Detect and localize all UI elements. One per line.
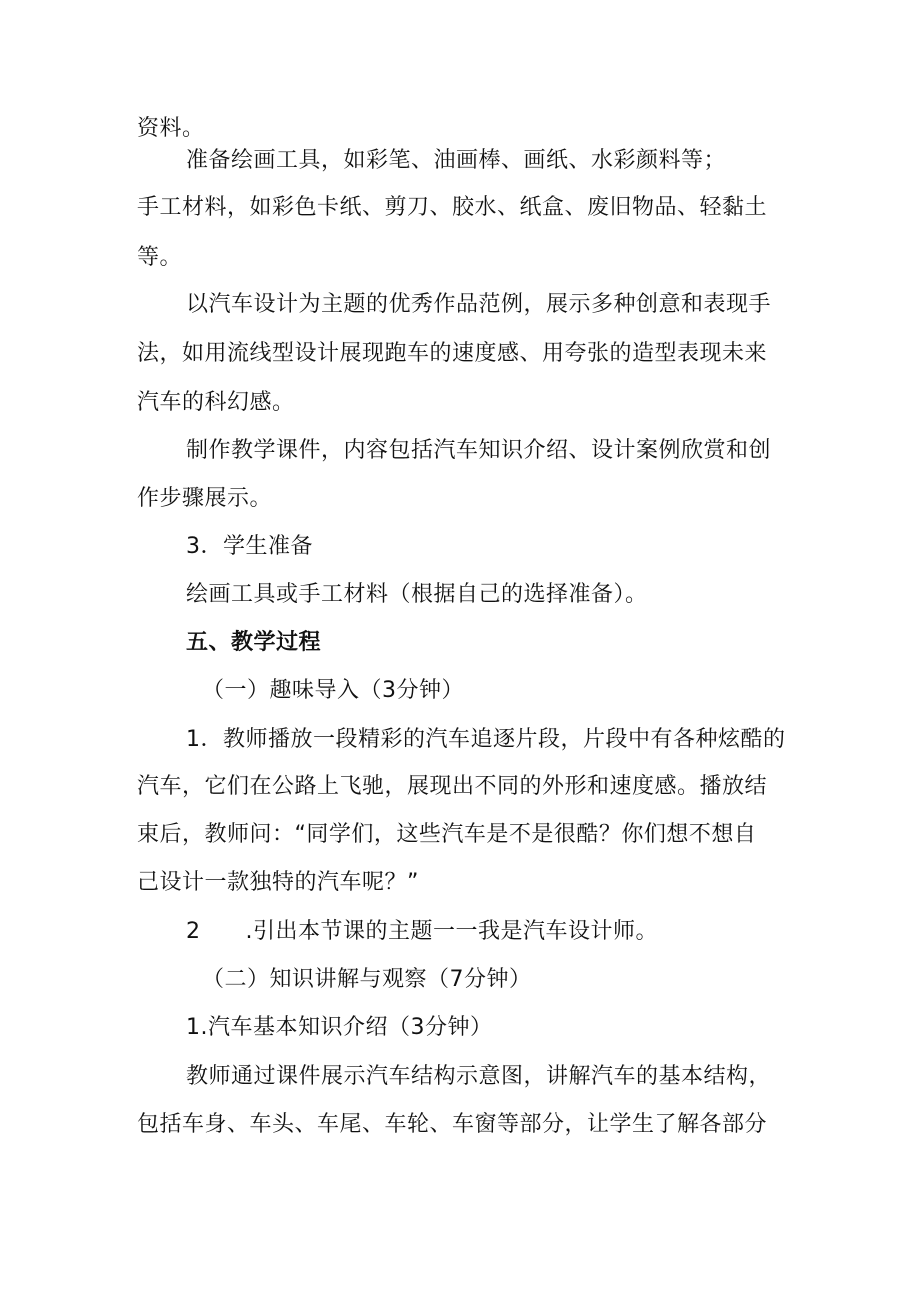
paragraph-line: 1．教师播放一段精彩的汽车追逐片段，片段中有各种炫酷的 [186, 727, 786, 752]
paragraph-line: 束后，教师问：“同学们，这些汽车是不是很酷？你们想不想自 [137, 822, 757, 847]
paragraph-line: 包括车身、车头、车尾、车轮、车窗等部分，让学生了解各部分 [137, 1112, 768, 1137]
paragraph-line: 法，如用流线型设计展现跑车的速度感、用夸张的造型表现未来 [137, 341, 768, 366]
paragraph-line: 制作教学课件，内容包括汽车知识介绍、设计案例欣赏和创 [186, 438, 772, 463]
chapter-heading: 五、教学过程 [186, 630, 322, 655]
subsection-heading: （二）知识讲解与观察（7分钟） [202, 967, 532, 992]
paragraph-line: 绘画工具或手工材料（根据自己的选择准备）。 [186, 582, 648, 607]
item-heading: 1.汽车基本知识介绍（3分钟） [186, 1015, 493, 1040]
paragraph-line: 资料。 [137, 116, 205, 141]
paragraph-line: 汽车的科幻感。 [137, 390, 295, 415]
paragraph-line: 以汽车设计为主题的优秀作品范例，展示多种创意和表现手 [186, 292, 772, 317]
paragraph-line: 教师通过课件展示汽车结构示意图，讲解汽车的基本结构， [186, 1064, 772, 1089]
section-heading: 3．学生准备 [186, 534, 313, 559]
paragraph-line: 2 .引出本节课的主题一一我是汽车设计师。 [186, 919, 658, 944]
paragraph-line: 作步骤展示。 [137, 486, 273, 511]
subsection-heading: （一）趣味导入（3分钟） [202, 678, 464, 703]
paragraph-line: 己设计一款独特的汽车呢？” [137, 870, 419, 895]
paragraph-line: 汽车，它们在公路上飞驰，展现出不同的外形和速度感。播放结 [137, 774, 768, 799]
paragraph-line: 手工材料，如彩色卡纸、剪刀、胶水、纸盒、废旧物品、轻黏土 [137, 195, 768, 220]
paragraph-line: 准备绘画工具，如彩笔、油画棒、画纸、水彩颜料等； [186, 148, 727, 173]
paragraph-line: 等。 [137, 245, 183, 270]
